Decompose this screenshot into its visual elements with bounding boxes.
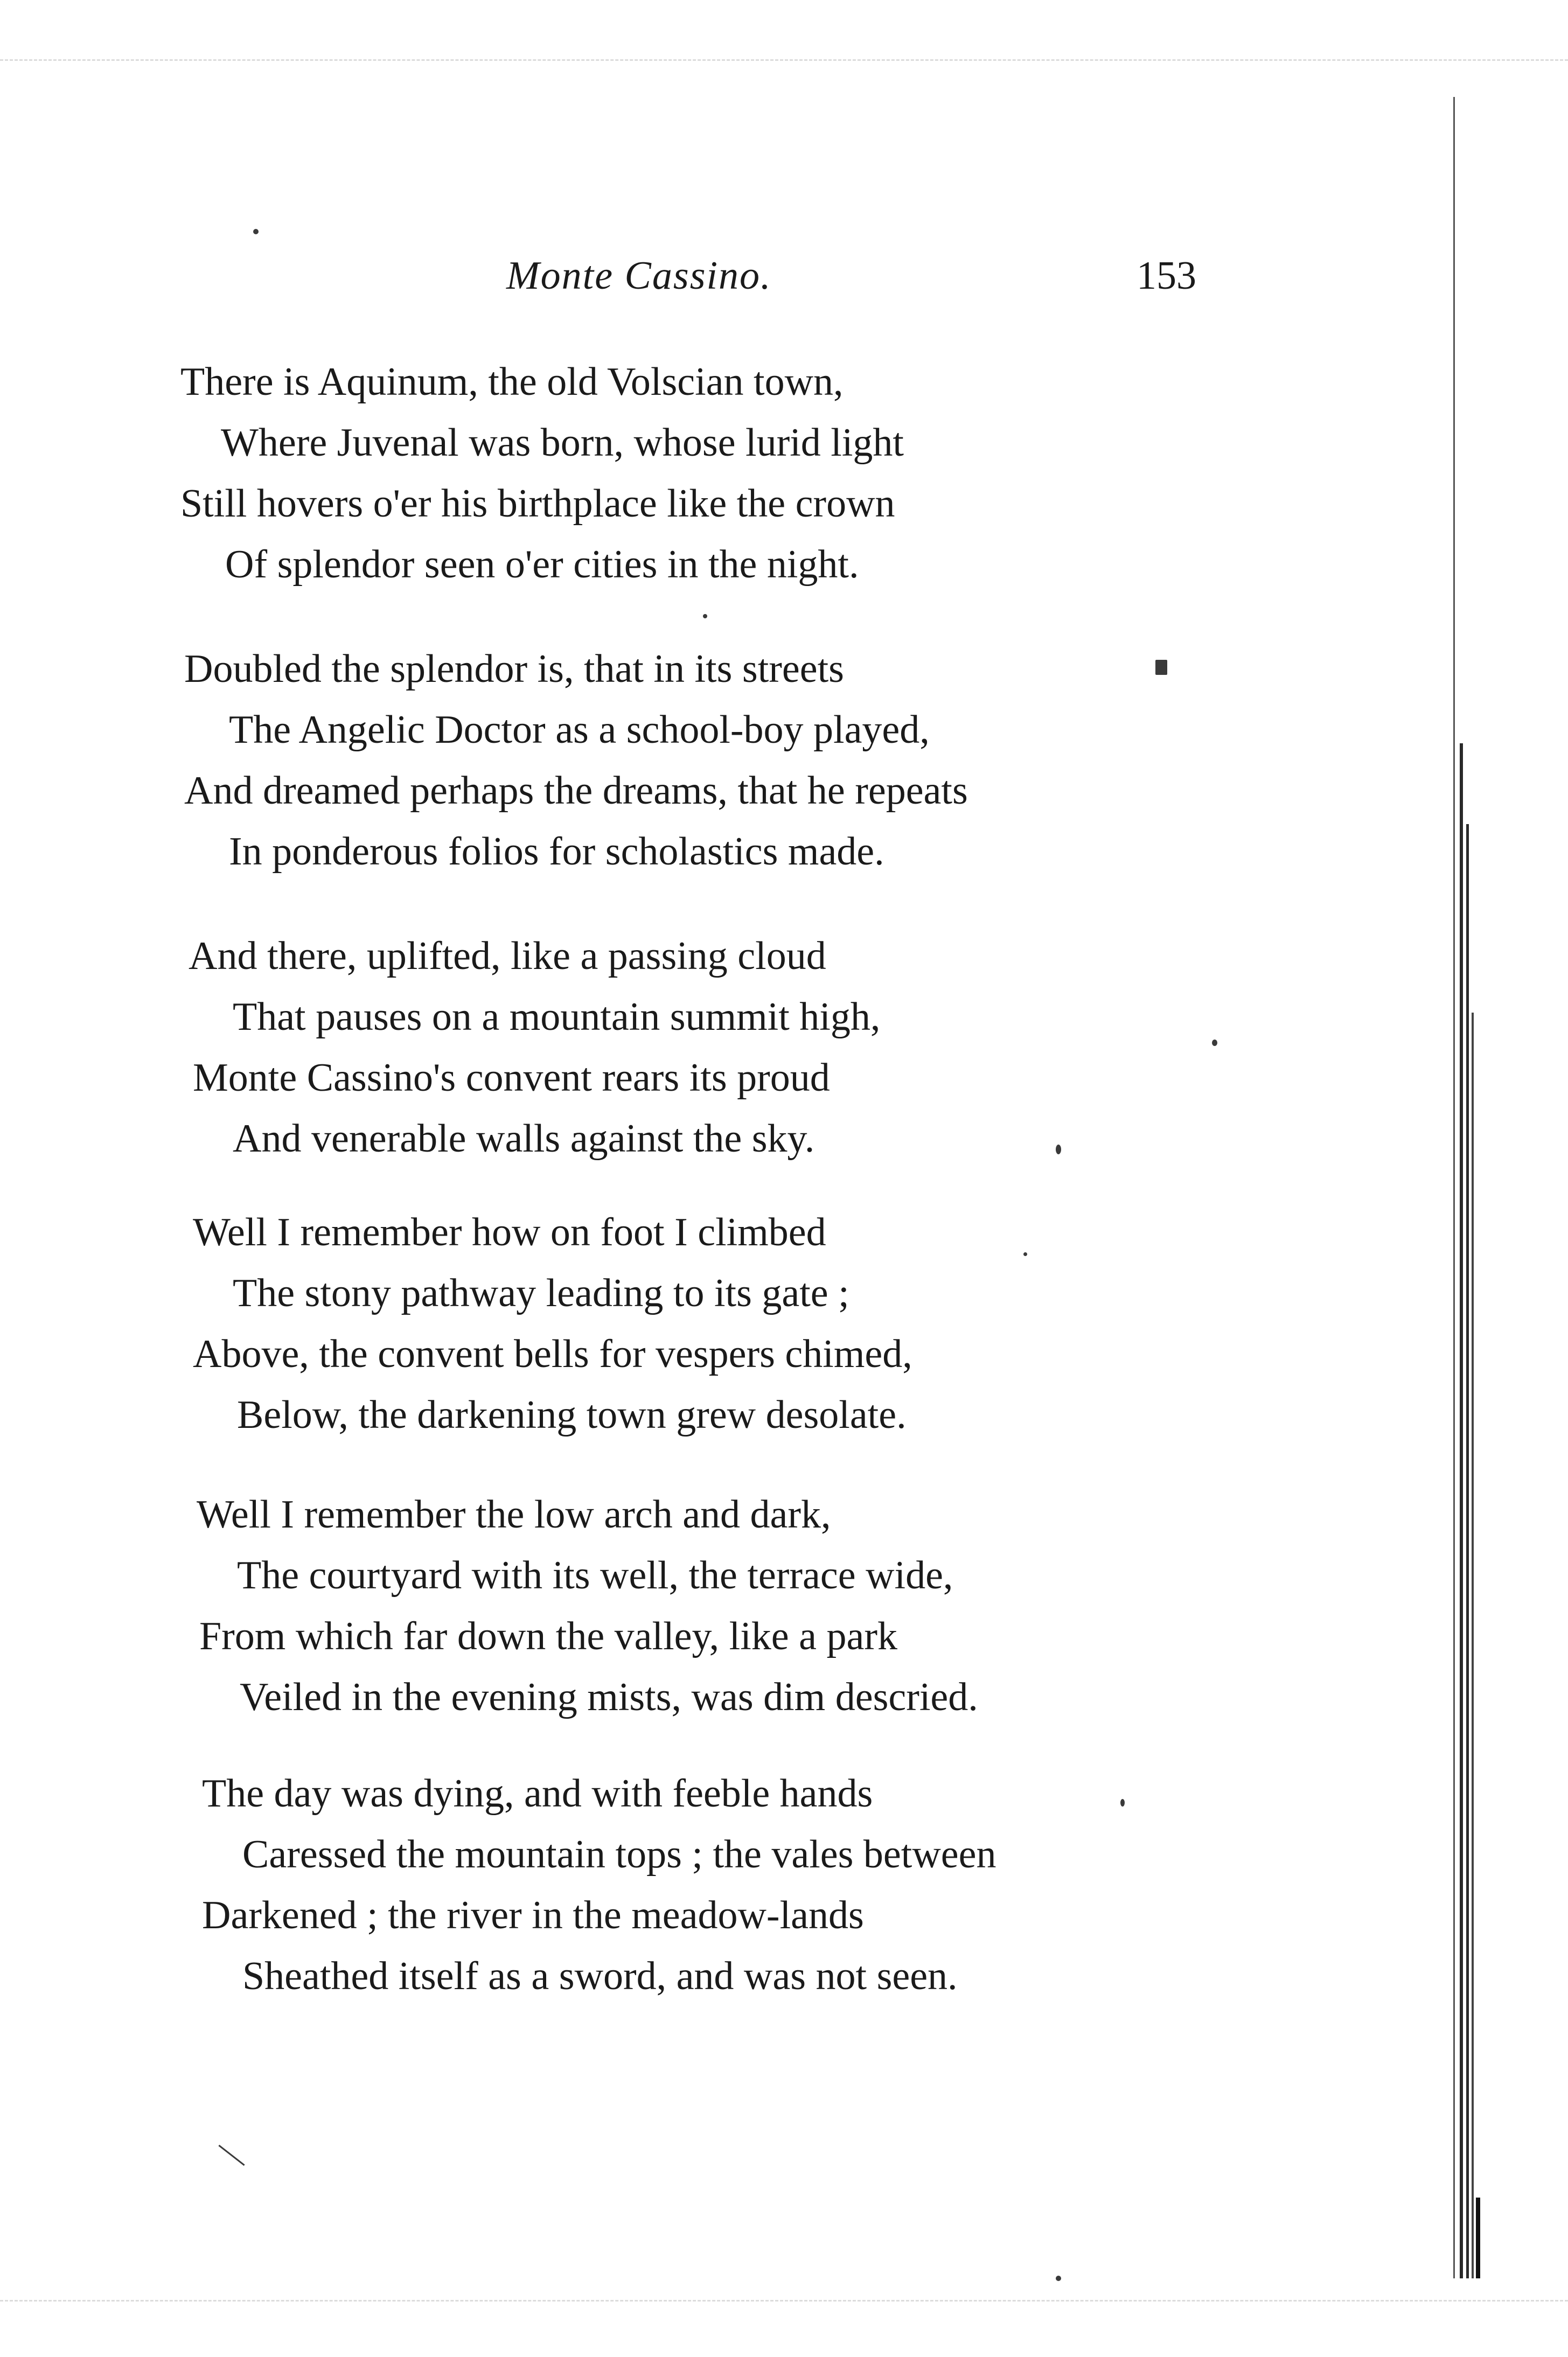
verse-line: Of splendor seen o'er cities in the night.	[225, 542, 859, 587]
verse-line: And dreamed perhaps the dreams, that he repeats	[184, 769, 968, 813]
verse-line: In ponderous folios for scholastics made.	[229, 829, 884, 874]
scan-speck	[1155, 660, 1167, 675]
verse-line: Monte Cassino's convent rears its proud	[193, 1056, 830, 1100]
verse-line: From which far down the valley, like a park	[199, 1614, 897, 1658]
scan-edge-top	[0, 59, 1568, 62]
verse-line: The stony pathway leading to its gate ;	[233, 1271, 849, 1315]
scan-speck	[1120, 1799, 1125, 1807]
verse-line: And venerable walls against the sky.	[233, 1117, 815, 1161]
verse-line: Well I remember the low arch and dark,	[197, 1493, 831, 1537]
verse-line: Above, the convent bells for vespers chimed,	[193, 1332, 912, 1376]
verse-line: Still hovers o'er his birthplace like the crown	[180, 482, 895, 526]
scan-speck	[253, 229, 259, 234]
scan-speck	[218, 2145, 245, 2166]
verse-line: Below, the darkening town grew desolate.	[237, 1393, 907, 1437]
verse-line: And there, uplifted, like a passing cloud	[189, 934, 826, 978]
verse-line: Caressed the mountain tops ; the vales between	[242, 1832, 996, 1877]
verse-line: Veiled in the evening mists, was dim descried.	[240, 1675, 978, 1719]
scan-edge-bottom	[0, 2300, 1568, 2303]
scan-speck	[1056, 2276, 1061, 2281]
verse-line: The courtyard with its well, the terrace wide,	[237, 1553, 953, 1598]
verse-line: Where Juvenal was born, whose lurid light	[221, 421, 904, 465]
verse-line: The day was dying, and with feeble hands	[202, 1772, 873, 1816]
running-title: Monte Cassino.	[506, 254, 772, 298]
scan-speck	[703, 614, 707, 618]
book-spine-shadow	[1449, 97, 1481, 2278]
verse-line: Doubled the splendor is, that in its streets	[184, 647, 844, 691]
verse-line: That pauses on a mountain summit high,	[233, 995, 881, 1039]
verse-line: There is Aquinum, the old Volscian town,	[180, 360, 844, 404]
scan-speck	[1056, 1145, 1061, 1154]
verse-line: Darkened ; the river in the meadow-lands	[202, 1893, 864, 1937]
scan-speck	[1212, 1040, 1217, 1046]
verse-line: Well I remember how on foot I climbed	[193, 1210, 826, 1254]
page-number: 153	[1137, 254, 1196, 298]
scan-speck	[1023, 1252, 1027, 1256]
verse-line: The Angelic Doctor as a school-boy played,	[229, 708, 930, 752]
verse-line: Sheathed itself as a sword, and was not seen.	[242, 1954, 958, 1998]
